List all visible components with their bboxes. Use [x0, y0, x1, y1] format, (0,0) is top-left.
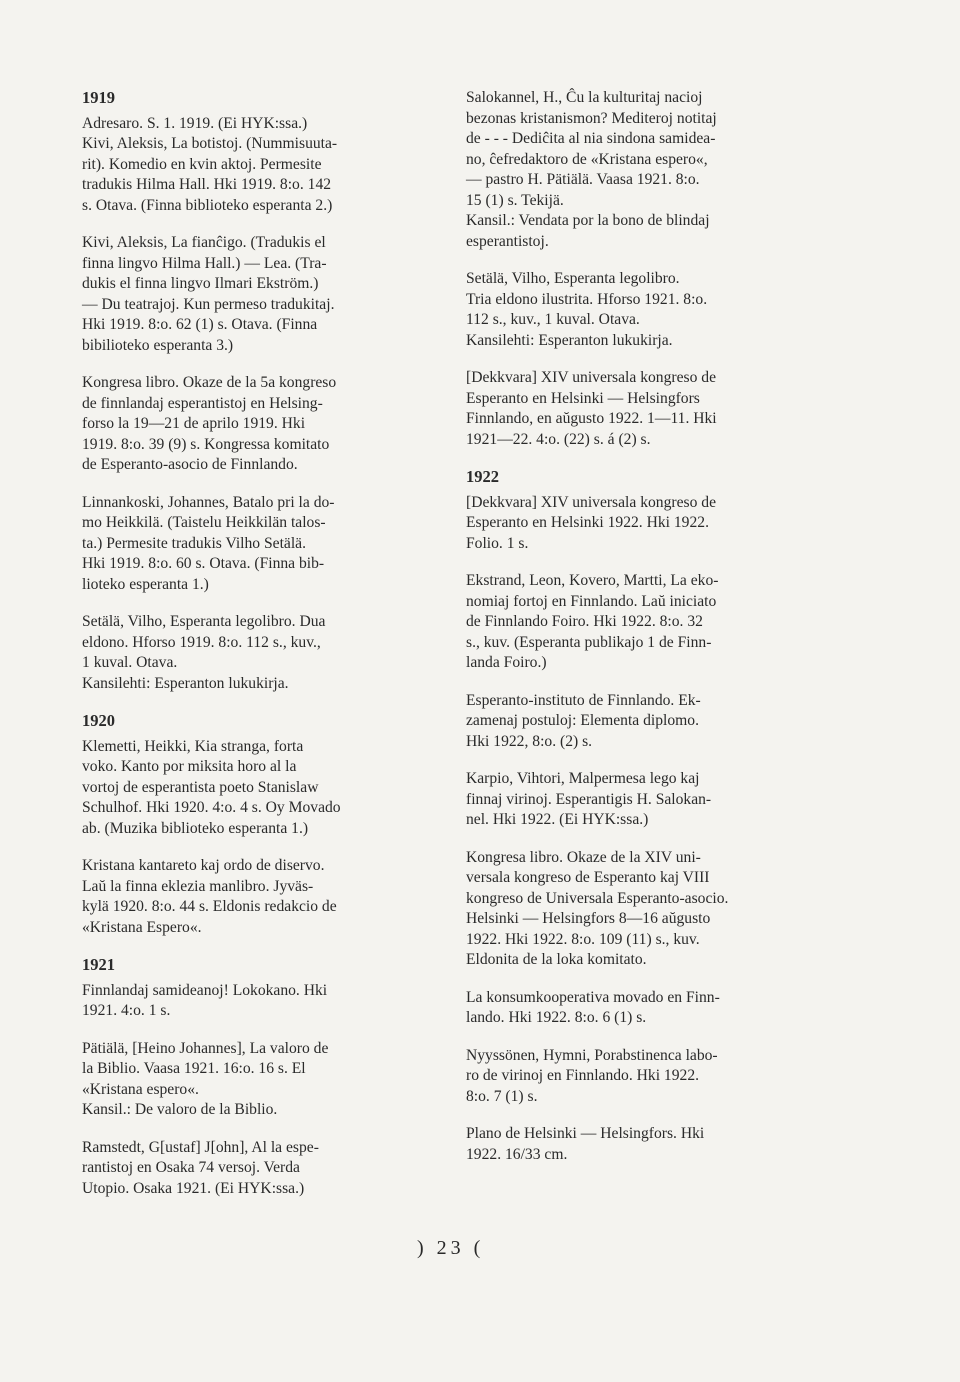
entry-line: 112 s., kuv., 1 kuval. Otava. [466, 311, 640, 328]
entry-line: Setälä, Vilho, Esperanta legolibro. Dua [82, 613, 326, 630]
bibliography-entry [466, 493, 830, 555]
entry-line: Kivi, Aleksis, La fianĉigo. (Tradukis el [82, 234, 326, 251]
entry-line: nomiaj fortoj en Finnlando. Laŭ iniciato [466, 592, 717, 610]
entry-line: de Esperanto-asocio de Finnlando. [82, 456, 298, 473]
entry-line: [Dekkvara] XIV universala kongreso de [466, 369, 716, 386]
page-number: ) 23 ( [417, 1237, 485, 1259]
entry-line: 1922. 16/33 cm. [466, 1145, 568, 1163]
entry-line: bezonas kristanismon? Mediteroj notitaj [466, 109, 717, 127]
entry-line: Adresaro. S. 1. 1919. (Ei HYK:ssa.) [82, 114, 308, 132]
entry-line: esperantistoj. [466, 232, 549, 250]
entry-line: Hki 1919. 8:o. 62 (1) s. Otava. (Finna [82, 316, 318, 333]
entry-line: Setälä, Vilho, Esperanta legolibro. [466, 270, 680, 287]
entry-line: finna lingvo Hilma Hall.) — Lea. (Tra- [82, 254, 327, 272]
bibliography-entry [82, 856, 432, 938]
bibliography-entry [466, 691, 830, 753]
entry-line: zamenaj postuloj: Elementa diplomo. [466, 712, 699, 729]
entry-line: ab. (Muzika biblioteko esperanta 1.) [82, 819, 309, 837]
entry-line: no, ĉefredaktoro de «Kristana espero«, [466, 150, 708, 168]
entry-line: dukis el finna lingvo Ilmari Ekström.) [82, 275, 319, 292]
bibliography-entry [82, 1138, 432, 1200]
bibliography-entry [466, 571, 830, 674]
entry-line: finnaj virinoj. Esperantigis H. Salokan- [466, 790, 712, 808]
right-column [466, 88, 830, 1182]
bibliography-entry [466, 769, 830, 831]
entry-line: vortoj de esperantista poeto Stanislaw [82, 778, 319, 796]
entry-line: 1922. Hki 1922. 8:o. 109 (11) s., kuv. [466, 930, 700, 948]
entry-line: eldono. Hforso 1919. 8:o. 112 s., kuv., [82, 633, 321, 651]
year-heading: 1922 [466, 467, 499, 486]
entry-line: voko. Kanto por miksita horo al la [82, 758, 297, 775]
entry-line: s. Otava. (Finna biblioteko esperanta 2.) [82, 196, 333, 214]
entry-line: tradukis Hilma Hall. Hki 1919. 8:o. 142 [82, 176, 332, 193]
left-column [82, 88, 432, 1216]
entry-line: Kansil.: Vendata por la bono de blindaj [466, 212, 710, 229]
entry-line: rit). Komedio en kvin aktoj. Permesite [82, 155, 322, 173]
bibliography-entry [466, 1124, 830, 1165]
entry-line: Utopio. Osaka 1921. (Ei HYK:ssa.) [82, 1179, 305, 1197]
bibliography-entry [82, 981, 432, 1022]
bibliography-entry [82, 233, 432, 356]
bibliography-entry [466, 269, 830, 351]
entry-line: versala kongreso de Esperanto kaj VIII [466, 869, 710, 886]
entry-line: Ramstedt, G[ustaf] J[ohn], Al la espe- [82, 1138, 319, 1156]
entry-line: 1921—22. 4:o. (22) s. á (2) s. [466, 430, 651, 448]
entry-line: Karpio, Vihtori, Malpermesa lego kaj [466, 770, 700, 787]
entry-line: kongreso de Universala Esperanto-asocio. [466, 889, 729, 907]
year-heading: 1919 [82, 88, 115, 107]
entry-line: Ekstrand, Leon, Kovero, Martti, La eko- [466, 572, 719, 589]
entry-line: Finnlandaj samideanoj! Lokokano. Hki [82, 981, 328, 999]
entry-line: rantistoj en Osaka 74 versoj. Verda [82, 1159, 300, 1176]
bibliography-entry [82, 114, 432, 217]
entry-line: lioteko esperanta 1.) [82, 575, 209, 593]
entry-line: ta.) Permesite tradukis Vilho Setälä. [82, 534, 306, 552]
entry-line: «Kristana espero«. [82, 1080, 199, 1098]
entry-line: Schulhof. Hki 1920. 4:o. 4 s. Oy Movado [82, 799, 341, 816]
entry-line: de finnlandaj esperantistoj en Helsing- [82, 394, 323, 412]
entry-line: 1 kuval. Otava. [82, 654, 178, 671]
entry-line: «Kristana Espero«. [82, 918, 202, 936]
bibliography-entry [82, 373, 432, 476]
entry-line: Kongresa libro. Okaze de la XIV uni- [466, 848, 701, 866]
year-heading: 1921 [82, 955, 115, 974]
entry-line: ro de virinoj en Finnlando. Hki 1922. [466, 1067, 700, 1084]
entry-line: kylä 1920. 8:o. 44 s. Eldonis redakcio de [82, 898, 337, 915]
bibliography-entry [466, 848, 830, 971]
entry-line: Esperanto en Helsinki 1922. Hki 1922. [466, 514, 709, 531]
entry-line: La konsumkooperativa movado en Finn- [466, 988, 720, 1006]
entry-line: Kristana kantareto kaj ordo de diservo. [82, 857, 325, 874]
bibliography-entry [466, 1046, 830, 1108]
entry-line: 1921. 4:o. 1 s. [82, 1002, 171, 1019]
entry-line: Finnlando, en aŭgusto 1922. 1—11. Hki [466, 410, 717, 427]
entry-line: Helsinki — Helsingfors 8—16 aŭgusto [466, 910, 711, 927]
entry-line: lando. Hki 1922. 8:o. 6 (1) s. [466, 1009, 647, 1026]
entry-line: forso la 19—21 de aprilo 1919. Hki [82, 415, 306, 432]
year-heading: 1920 [82, 711, 115, 730]
bibliography-entry [82, 493, 432, 596]
bibliography-entry [466, 988, 830, 1029]
entry-line: Folio. 1 s. [466, 534, 529, 552]
entry-line: landa Foiro.) [466, 654, 547, 671]
entry-line: de - - - Dediĉita al nia sindona samidea- [466, 130, 716, 147]
entry-line: 8:o. 7 (1) s. [466, 1087, 538, 1105]
entry-line: s., kuv. (Esperanta publikajo 1 de Finn- [466, 633, 712, 651]
entry-line: Klemetti, Heikki, Kia stranga, forta [82, 737, 304, 755]
entry-line: Laŭ la finna eklezia manlibro. Jyväs- [82, 877, 314, 895]
entry-line: Plano de Helsinki — Helsingfors. Hki [466, 1125, 705, 1142]
entry-line: la Biblio. Vaasa 1921. 16:o. 16 s. El [82, 1060, 306, 1077]
entry-line: 15 (1) s. Tekijä. [466, 191, 564, 209]
entry-line: Kansilehti: Esperanton lukukirja. [466, 331, 673, 349]
entry-line: Kongresa libro. Okaze de la 5a kongreso [82, 374, 337, 391]
entry-line: Pätiälä, [Heino Johannes], La valoro de [82, 1039, 329, 1057]
entry-line: — pastro H. Pätiälä. Vaasa 1921. 8:o. [466, 171, 700, 188]
entry-line: Tria eldono ilustrita. Hforso 1921. 8:o. [466, 290, 708, 308]
entry-line: Eldonita de la loka komitato. [466, 951, 647, 968]
entry-line: Esperanto en Helsinki — Helsingfors [466, 389, 700, 407]
entry-line: 1919. 8:o. 39 (9) s. Kongressa komitato [82, 435, 330, 453]
entry-line: Nyyssönen, Hymni, Porabstinenca labo- [466, 1046, 718, 1064]
bibliography-entry [82, 612, 432, 694]
entry-line: mo Heikkilä. (Taistelu Heikkilän talos- [82, 514, 326, 531]
entry-line: bibilioteko esperanta 3.) [82, 336, 234, 354]
entry-line: nel. Hki 1922. (Ei HYK:ssa.) [466, 811, 649, 828]
entry-line: Linnankoski, Johannes, Batalo pri la do- [82, 493, 335, 511]
bibliography-entry [82, 1039, 432, 1121]
bibliography-entry [466, 88, 830, 252]
entry-line: de Finnlando Foiro. Hki 1922. 8:o. 32 [466, 613, 703, 630]
entry-line: Esperanto-instituto de Finnlando. Ek- [466, 691, 701, 709]
entry-line: Salokannel, H., Ĉu la kulturitaj nacioj [466, 89, 703, 106]
bibliography-entry [466, 368, 830, 450]
entry-line: [Dekkvara] XIV universala kongreso de [466, 493, 716, 511]
bibliography-entry [82, 737, 432, 840]
entry-line: Hki 1919. 8:o. 60 s. Otava. (Finna bib- [82, 555, 325, 572]
entry-line: Kansilehti: Esperanton lukukirja. [82, 674, 289, 692]
entry-line: — Du teatrajoj. Kun permeso tradukitaj. [82, 295, 335, 313]
entry-line: Kivi, Aleksis, La botistoj. (Nummisuuta- [82, 135, 338, 152]
entry-line: Hki 1922, 8:o. (2) s. [466, 732, 593, 750]
entry-line: Kansil.: De valoro de la Biblio. [82, 1101, 278, 1118]
